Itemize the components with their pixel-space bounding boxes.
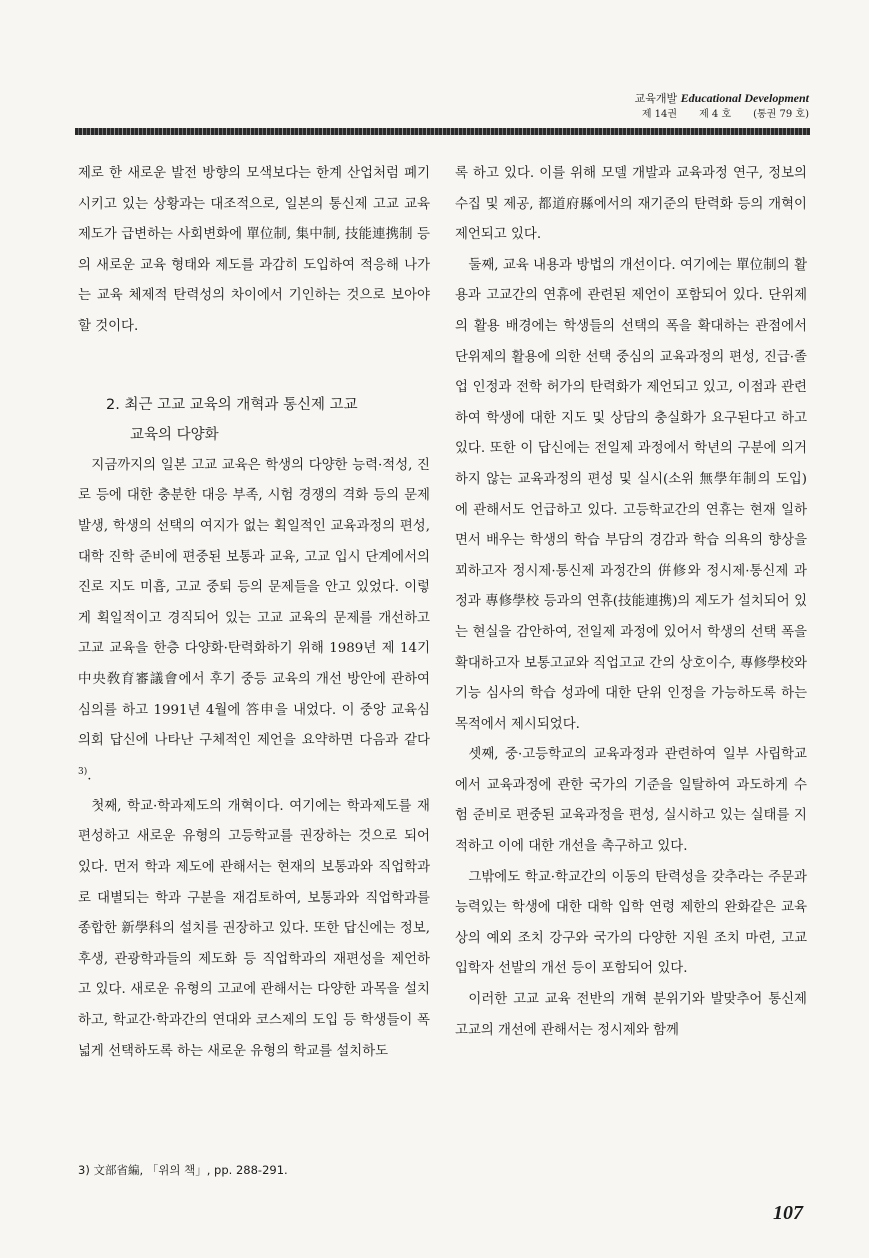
right-column xyxy=(455,159,807,1046)
left-column xyxy=(78,159,430,1067)
journal-title-korean: 교육개발 xyxy=(634,92,678,105)
issue-info xyxy=(529,107,809,123)
total-issue-label: (통권 79 호) xyxy=(753,109,809,120)
volume-label: 제 14권 xyxy=(641,109,678,120)
paragraph: 록 하고 있다. 이를 위해 모델 개발과 교육과정 연구, 정보의 수집 및 제공, 都道府縣에서의 재기준의 탄력화 등의 개혁이 제언되고 있다. xyxy=(455,166,807,243)
paragraph xyxy=(78,451,430,792)
paragraph: 제로 한 새로운 발전 방향의 모색보다는 한계 산업처럼 폐기시키고 있는 상황과는 대조적으로, 일본의 통신제 고교 교육제도가 급변하는 사회변화에 單位制, 集中制, 技能連携制 등의 새로운 교육 형태와 제도를 과감히 도입하여 적응해 나가는 교육 체제적 탄력성의 차이에서 기인하는 것으로 보아야 할 것이다. xyxy=(78,166,430,334)
header-rule xyxy=(75,128,810,135)
section-gap xyxy=(78,343,430,390)
section-heading xyxy=(78,390,430,451)
paragraph: 그밖에도 학교·학교간의 이동의 탄력성을 갖추라는 주문과 능력있는 학생에 대한 대학 입학 연령 제한의 완화같은 교육상의 예외 조치 강구와 국가의 다양한 지원 조치 마련, 고교 입학자 선발의 개선 등이 포함되어 있다. xyxy=(455,869,807,977)
section-title-line-2: 교육의 다양화 xyxy=(130,427,219,444)
paragraph: 셋째, 중·고등학교의 교육과정과 관련하여 일부 사립학교에서 교육과정에 관한 국가의 기준을 일탈하여 과도하게 수험 준비로 편중된 교육과정을 편성, 실시하고 있는 실태를 지적하고 이에 대한 개선을 촉구하고 있다. xyxy=(455,747,807,855)
paragraph-end: . xyxy=(87,768,92,784)
issue-label: 제 4 호 xyxy=(699,109,732,120)
journal-title-english: Educational Development xyxy=(680,91,809,105)
footnote: 3) 文部省編, 「위의 책」, pp. 288-291. xyxy=(78,1163,288,1177)
paragraph: 이러한 고교 교육 전반의 개혁 분위기와 발맞추어 통신제 고교의 개선에 관해서는 정시제와 함께 xyxy=(455,992,807,1038)
paragraph: 첫째, 학교·학과제도의 개혁이다. 여기에는 학과제도를 재편성하고 새로운 유형의 고등학교를 권장하는 것으로 되어 있다. 먼저 학과 제도에 관해서는 현재의 보통과와 직업학과로 대별되는 학과 구분을 재검토하여, 보통과와 직업학과를 종합한 新學科의 설치를 권장하고 있다. 또한 답신에는 정보, 후생, 관광학과들의 제도화 등 직업학과의 재편성을 제언하고 있다. 새로운 유형의 고교에 관해서는 다양한 과목을 설치하고, 학교간·학과간의 연대와 코스제의 도입 등 학생들이 폭넓게 선택하도록 하는 새로운 유형의 학교를 설치하도 xyxy=(78,798,430,1059)
section-title-line-1: 최근 고교 교육의 개혁과 통신제 고교 xyxy=(124,396,358,413)
footnote-ref: 3) xyxy=(78,766,88,777)
paragraph-text: 지금까지의 일본 고교 교육은 학생의 다양한 능력·적성, 진로 등에 대한 충분한 대응 부족, 시험 경쟁의 격화 등의 문제 발생, 학생의 선택의 여지가 없는 획일적인 교육과정의 편성, 대학 진학 준비에 편중된 보통과 교육, 고교 입시 단계에서의 진로 지도 미흡, 고교 중퇴 등의 문제들을 안고 있었다. 이렇게 획일적이고 경직되어 있는 고교 교육의 문제를 개선하고 고교 교육을 한층 다양화·탄력화하기 위해 1989년 제 14기 中央敎育審議會에서 후기 중등 교육의 개선 방안에 관하여 심의를 하고 1991년 4월에 答申을 내었다. 이 중앙 교육심의회 답신에 나타난 구체적인 제언을 요약하면 다음과 같다 xyxy=(78,457,430,749)
page-number: 107 xyxy=(773,1202,803,1224)
running-header xyxy=(529,90,809,123)
section-number: 2. xyxy=(106,396,120,413)
paragraph: 둘째, 교육 내용과 방법의 개선이다. 여기에는 單位制의 활용과 고교간의 연휴에 관련된 제언이 포함되어 있다. 단위제의 활용 배경에는 학생들의 선택의 폭을 확대하는 관점에서 단위제의 활용에 의한 선택 중심의 교육과정의 편성, 진급·졸업 인정과 전학 허가의 탄력화가 제언되고 있고, 이점과 관련하여 학생에 대한 지도 및 상담의 충실화가 요구된다고 하고 있다. 또한 이 답신에는 전일제 과정에서 학년의 구분에 의거하지 않는 교육과정의 편성 및 실시(소위 無學年制의 도입)에 관해서도 언급하고 있다. 고등학교간의 연휴는 현재 일하면서 배우는 학생의 학습 부담의 경감과 학습 의욕의 향상을 꾀하고자 정시제·통신제 과정간의 倂修와 정시제·통신제 과정과 專修學校 등과의 연휴(技能連携)의 제도가 설치되어 있는 현실을 감안하여, 전일제 과정에 있어서 학생의 선택 폭을 확대하고자 보통고교와 직업고교 간의 상호이수, 專修學校와 기능 심사의 학습 성과에 대한 단위 인정을 가능하도록 하는 목적에서 제시되었다. xyxy=(455,257,807,732)
journal-title xyxy=(529,90,809,107)
